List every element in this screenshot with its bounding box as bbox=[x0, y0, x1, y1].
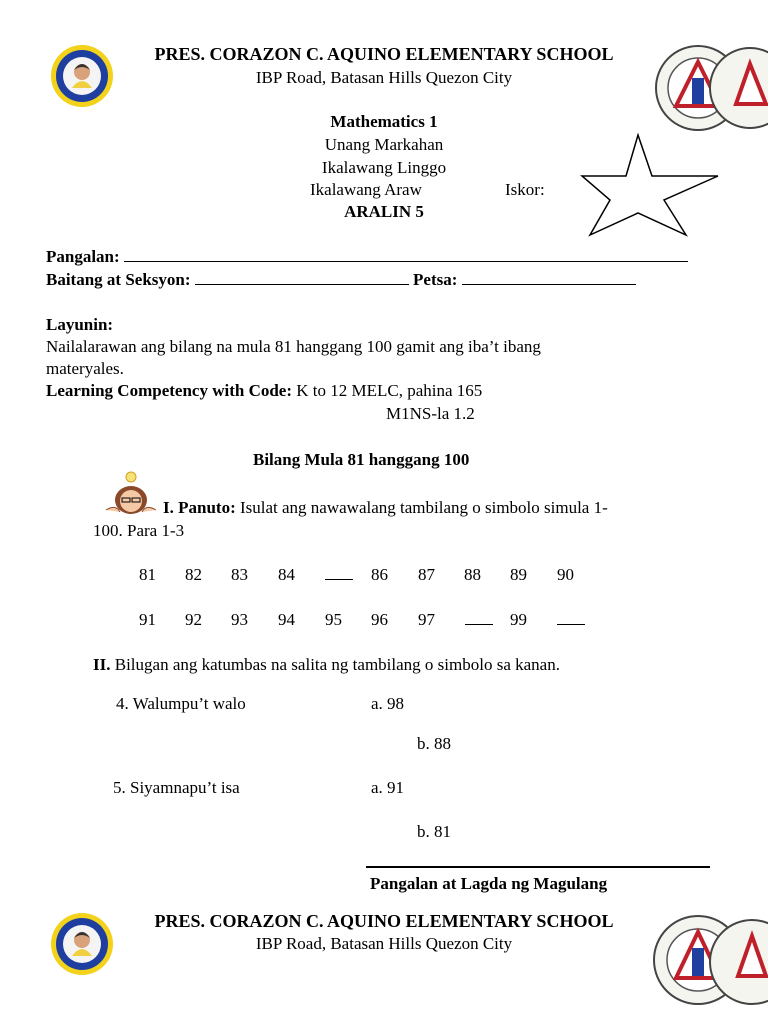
section-title: Bilang Mula 81 hanggang 100 bbox=[253, 450, 470, 469]
competency-line bbox=[46, 381, 482, 401]
day-label: Ikalawang Araw bbox=[310, 180, 422, 199]
objective-text-line1: Nailalarawan ang bilang na mula 81 hanggang 100 gamit ang iba’t ibang bbox=[46, 337, 541, 356]
signature-line[interactable] bbox=[366, 866, 710, 868]
subject-title: Mathematics 1 bbox=[330, 112, 438, 131]
week-label: Ikalawang Linggo bbox=[321, 158, 447, 177]
question-5: 5. Siyamnapu’t isa bbox=[113, 778, 240, 797]
part1-instruction-line2: 100. Para 1-3 bbox=[93, 521, 185, 540]
number-cell: 92 bbox=[185, 610, 202, 629]
competency-code: M1NS-la 1.2 bbox=[386, 404, 475, 423]
answer-blank-1[interactable] bbox=[325, 565, 353, 585]
school-name: PRES. CORAZON C. AQUINO ELEMENTARY SCHOOL bbox=[154, 44, 614, 64]
lesson-title: ARALIN 5 bbox=[344, 202, 424, 221]
school-address: IBP Road, Batasan Hills Quezon City bbox=[255, 68, 513, 87]
name-field bbox=[46, 247, 688, 267]
question-5-option-a[interactable]: a. 91 bbox=[371, 778, 405, 797]
part2-label: II. bbox=[93, 655, 111, 674]
girl-with-idea-icon bbox=[100, 470, 162, 516]
signature-label: Pangalan at Lagda ng Magulang bbox=[370, 874, 608, 893]
part2-instruction: Bilugan ang katumbas na salita ng tambilang o simbolo sa kanan. bbox=[110, 655, 560, 674]
competency-value: K to 12 MELC, pahina 165 bbox=[292, 381, 483, 400]
number-cell: 91 bbox=[139, 610, 156, 629]
number-cell: 87 bbox=[418, 565, 435, 584]
part1-instruction: Isulat ang nawawalang tambilang o simbolo simula 1- bbox=[235, 498, 608, 517]
number-cell: 95 bbox=[325, 610, 342, 629]
grade-section-field bbox=[46, 270, 636, 290]
name-label: Pangalan: bbox=[46, 247, 120, 266]
number-cell: 83 bbox=[231, 565, 248, 584]
school-name-footer: PRES. CORAZON C. AQUINO ELEMENTARY SCHOOL bbox=[154, 911, 614, 931]
score-star-icon bbox=[580, 133, 720, 237]
answer-blank-2[interactable] bbox=[465, 610, 493, 630]
number-cell: 89 bbox=[510, 565, 527, 584]
competency-label: Learning Competency with Code: bbox=[46, 381, 293, 400]
number-cell: 97 bbox=[418, 610, 435, 629]
number-cell: 81 bbox=[139, 565, 156, 584]
division-office-seal-icon bbox=[640, 910, 768, 1006]
question-4-option-b[interactable]: b. 88 bbox=[417, 734, 451, 753]
number-cell: 94 bbox=[278, 610, 295, 629]
number-cell: 84 bbox=[278, 565, 295, 584]
name-blank[interactable] bbox=[124, 247, 688, 262]
objective-label: Layunin: bbox=[46, 315, 114, 334]
grade-section-blank[interactable] bbox=[195, 270, 409, 285]
question-5-option-b[interactable]: b. 81 bbox=[417, 822, 451, 841]
part2-instruction-line bbox=[93, 655, 560, 675]
answer-blank-3[interactable] bbox=[557, 610, 585, 630]
part1-instruction-line1 bbox=[163, 498, 608, 518]
number-cell: 82 bbox=[185, 565, 202, 584]
question-4: 4. Walumpu’t walo bbox=[116, 694, 246, 713]
number-cell: 86 bbox=[371, 565, 388, 584]
number-cell: 88 bbox=[464, 565, 481, 584]
number-cell: 99 bbox=[510, 610, 527, 629]
date-blank[interactable] bbox=[462, 270, 636, 285]
school-address-footer: IBP Road, Batasan Hills Quezon City bbox=[255, 934, 513, 953]
objective-text-line2: materyales. bbox=[46, 359, 124, 378]
score-label: Iskor: bbox=[505, 180, 545, 199]
number-cell: 96 bbox=[371, 610, 388, 629]
date-label: Petsa: bbox=[413, 270, 458, 289]
number-cell: 90 bbox=[557, 565, 574, 584]
quarter-label: Unang Markahan bbox=[324, 135, 444, 154]
question-4-option-a[interactable]: a. 98 bbox=[371, 694, 405, 713]
number-cell: 93 bbox=[231, 610, 248, 629]
part1-label: I. Panuto: bbox=[163, 498, 236, 517]
grade-section-label: Baitang at Seksyon: bbox=[46, 270, 191, 289]
